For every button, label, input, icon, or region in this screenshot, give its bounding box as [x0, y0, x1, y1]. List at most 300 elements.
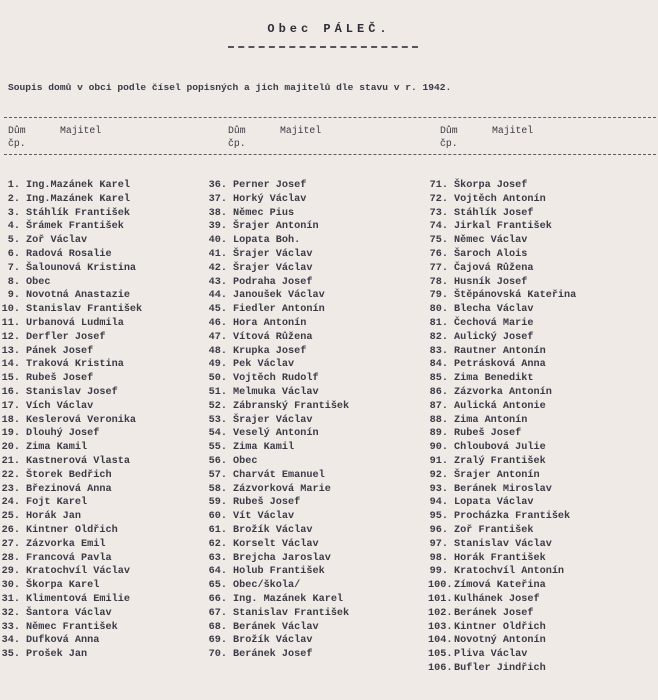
list-item	[428, 220, 576, 234]
owner-name: Novotný Antonín	[454, 635, 546, 647]
list-item	[207, 579, 349, 593]
house-number: 103.	[428, 621, 453, 633]
owner-name: Horák Jan	[26, 511, 82, 523]
house-number: 31.	[1, 593, 20, 605]
list-item	[0, 510, 142, 524]
list-item	[0, 441, 142, 455]
house-number: 88.	[429, 414, 448, 426]
list-item	[428, 648, 576, 662]
owner-name: Kastnerová Vlasta	[26, 455, 130, 467]
house-number: 101.	[428, 593, 453, 605]
house-number: 64.	[208, 566, 227, 578]
house-number: 19.	[1, 428, 20, 440]
list-item	[428, 469, 576, 483]
house-number: 45.	[208, 304, 227, 316]
house-number: 11.	[1, 317, 20, 329]
list-item	[207, 483, 349, 497]
house-number: 99.	[429, 566, 448, 578]
owner-name: Šaroch Alois	[454, 248, 528, 260]
list-item	[207, 414, 349, 428]
list-item	[207, 193, 349, 207]
owner-name: Jirkal František	[454, 221, 552, 233]
list-item	[0, 220, 142, 234]
owner-name: Horký Václav	[233, 193, 307, 205]
house-number: 60.	[208, 511, 227, 523]
owner-name: Holub František	[233, 566, 325, 578]
house-number: 86.	[429, 386, 448, 398]
owner-name: Podraha Josef	[233, 276, 313, 288]
house-number: 27.	[1, 538, 20, 550]
house-number: 54.	[208, 428, 227, 440]
list-item	[428, 441, 576, 455]
owner-name: Dlouhý Josef	[26, 428, 100, 440]
list-item	[207, 496, 349, 510]
owner-name: Stanislav Václav	[454, 538, 552, 550]
list-item	[207, 262, 349, 276]
house-number: 47.	[208, 331, 227, 343]
house-number: 3.	[7, 207, 20, 219]
house-number: 51.	[208, 386, 227, 398]
owner-name: Rubeš Josef	[26, 373, 94, 385]
document-subtitle: Soupis domů v obci podle čísel popisných a jich majitelů dle stavu v r. 1942.	[8, 82, 452, 93]
house-number: 22.	[1, 469, 20, 481]
owner-name: Zima Benedikt	[454, 373, 534, 385]
owner-name: Šrajer Václav	[233, 248, 313, 260]
owner-name: Kintner Oldřich	[26, 524, 118, 536]
list-item	[0, 524, 142, 538]
owner-name: Fiedler Antonín	[233, 304, 325, 316]
owner-name: Dufková Anna	[26, 635, 100, 647]
owner-name: Pánek Josef	[26, 345, 94, 357]
owner-name: Korselt Václav	[233, 538, 319, 550]
house-number: 21.	[1, 455, 20, 467]
house-number: 1.	[7, 180, 20, 191]
owner-name: Beránek Miroslav	[454, 483, 552, 495]
list-item	[428, 496, 576, 510]
owner-name: Brejcha Jaroslav	[233, 552, 331, 564]
house-number: 43.	[208, 276, 227, 288]
list-item	[207, 372, 349, 386]
owner-name: Brožík Václav	[233, 524, 313, 536]
list-item	[428, 414, 576, 428]
house-number: 74.	[429, 221, 448, 233]
owner-name: Vítová Růžena	[233, 331, 313, 343]
list-item	[428, 289, 576, 303]
house-number: 48.	[208, 345, 227, 357]
house-number: 75.	[429, 235, 448, 247]
house-number-subheader: čp.	[440, 138, 458, 149]
list-column-1	[0, 179, 142, 662]
house-number: 79.	[429, 290, 448, 302]
owner-name: Zima Kamil	[233, 442, 295, 454]
list-item	[428, 345, 576, 359]
owner-name: Kratochvíl Václav	[26, 566, 130, 578]
owner-name: Janoušek Václav	[233, 290, 325, 302]
list-item	[207, 317, 349, 331]
house-number: 70.	[208, 649, 227, 661]
list-item	[428, 303, 576, 317]
house-number: 4.	[7, 221, 20, 233]
house-number: 52.	[208, 400, 227, 412]
house-number: 104.	[428, 635, 453, 647]
house-number: 94.	[429, 497, 448, 509]
list-item	[428, 276, 576, 290]
house-number: 66.	[208, 593, 227, 605]
list-item	[428, 538, 576, 552]
owner-name: Šrajer Václav	[233, 262, 313, 274]
list-item	[207, 648, 349, 662]
house-number: 14.	[1, 359, 20, 371]
owner-name: Beránek Josef	[454, 607, 534, 619]
list-item	[207, 358, 349, 372]
list-item	[207, 427, 349, 441]
house-number: 73.	[429, 207, 448, 219]
header-top-rule	[4, 117, 656, 118]
owner-name: Petrásková Anna	[454, 359, 546, 371]
list-item	[0, 358, 142, 372]
list-item	[207, 621, 349, 635]
house-number: 62.	[208, 538, 227, 550]
house-number: 42.	[208, 262, 227, 274]
owner-name: Urbanová Ludmila	[26, 317, 124, 329]
list-item	[0, 427, 142, 441]
house-number: 57.	[208, 469, 227, 481]
house-number: 82.	[429, 331, 448, 343]
owner-name: Zázvorka Emil	[26, 538, 106, 550]
owner-name: Rautner Antonín	[454, 345, 546, 357]
house-number: 25.	[1, 511, 20, 523]
owner-name: Šrajer Antonín	[454, 469, 540, 481]
house-number: 69.	[208, 635, 227, 647]
owner-name: Veselý Antonín	[233, 428, 319, 440]
house-number: 84.	[429, 359, 448, 371]
owner-name: Rubeš Josef	[454, 428, 522, 440]
owner-name: Vít Václav	[233, 511, 295, 523]
list-item	[207, 289, 349, 303]
owner-name: Klimentová Emilie	[26, 593, 130, 605]
house-number: 81.	[429, 317, 448, 329]
list-item	[207, 634, 349, 648]
owner-name: Pliva Václav	[454, 649, 528, 661]
house-number: 2.	[7, 193, 20, 205]
list-item	[428, 510, 576, 524]
owner-name: Zímová Kateřina	[454, 580, 546, 592]
owner-name: Šalounová Kristina	[26, 262, 137, 274]
house-number: 58.	[208, 483, 227, 495]
house-number: 35.	[1, 649, 20, 661]
house-number: 33.	[1, 621, 20, 633]
list-item	[0, 565, 142, 579]
house-number: 68.	[208, 621, 227, 633]
list-item	[207, 179, 349, 193]
list-item	[428, 372, 576, 386]
list-item	[207, 469, 349, 483]
list-item	[0, 621, 142, 635]
house-number: 37.	[208, 193, 227, 205]
column-header-1	[8, 124, 101, 150]
list-item	[428, 207, 576, 221]
house-number: 67.	[208, 607, 227, 619]
owner-name: Obec/škola/	[233, 580, 301, 592]
house-number: 18.	[1, 414, 20, 426]
house-number: 20.	[1, 442, 20, 454]
owner-name: Krupka Josef	[233, 345, 307, 357]
owner-name: Zima Kamil	[26, 442, 88, 454]
owner-name: Melmuka Václav	[233, 386, 319, 398]
list-item	[0, 414, 142, 428]
list-item	[207, 345, 349, 359]
house-number: 30.	[1, 580, 20, 592]
list-item	[428, 234, 576, 248]
owner-name: Březinová Anna	[26, 483, 112, 495]
house-number: 28.	[1, 552, 20, 564]
owner-name: Fojt Karel	[26, 497, 88, 509]
list-item	[207, 386, 349, 400]
list-item	[428, 179, 576, 193]
list-item	[0, 496, 142, 510]
list-item	[207, 538, 349, 552]
owner-name: Beránek Josef	[233, 649, 313, 661]
house-number: 8.	[7, 276, 20, 288]
house-number: 65.	[208, 580, 227, 592]
list-item	[0, 386, 142, 400]
owner-name: Husník Josef	[454, 276, 528, 288]
list-item	[207, 220, 349, 234]
list-item	[0, 193, 142, 207]
house-number: 29.	[1, 566, 20, 578]
house-number: 12.	[1, 331, 20, 343]
house-number: 10.	[1, 304, 20, 316]
owner-name: Beránek Václav	[233, 621, 319, 633]
owner-name: Charvát Emanuel	[233, 469, 325, 481]
owner-name: Šrámek František	[26, 221, 124, 233]
owner-name: Štorek Bedřich	[26, 469, 112, 481]
list-item	[428, 317, 576, 331]
house-number: 53.	[208, 414, 227, 426]
list-item	[207, 276, 349, 290]
owner-name: Lopata Boh.	[233, 235, 301, 247]
list-item	[207, 593, 349, 607]
owner-name: Stanislav František	[233, 607, 350, 619]
house-number: 55.	[208, 442, 227, 454]
owner-name: Zoř Václav	[26, 235, 88, 247]
owner-name: Kulhánek Josef	[454, 593, 540, 605]
house-number-subheader: čp.	[8, 138, 26, 149]
list-item	[428, 565, 576, 579]
house-number: 91.	[429, 455, 448, 467]
list-item	[0, 234, 142, 248]
list-item	[207, 552, 349, 566]
list-item	[207, 331, 349, 345]
list-item	[207, 565, 349, 579]
owner-name: Stanislav Josef	[26, 386, 118, 398]
list-item	[428, 552, 576, 566]
owner-name: Ing.Mazánek Karel	[26, 180, 130, 191]
list-item	[428, 331, 576, 345]
list-item	[428, 455, 576, 469]
house-number: 97.	[429, 538, 448, 550]
list-item	[207, 524, 349, 538]
house-number: 38.	[208, 207, 227, 219]
house-number: 32.	[1, 607, 20, 619]
list-item	[0, 483, 142, 497]
list-item	[0, 303, 142, 317]
list-item	[207, 248, 349, 262]
list-item	[428, 358, 576, 372]
list-item	[0, 648, 142, 662]
house-number: 50.	[208, 373, 227, 385]
owner-name: Traková Kristina	[26, 359, 124, 371]
owner-name: Derfler Josef	[26, 331, 106, 343]
owner-name: Procházka František	[454, 511, 571, 523]
list-column-3	[428, 179, 576, 676]
owner-name: Štěpánovská Kateřina	[454, 290, 577, 302]
owner-name: Zábranský František	[233, 400, 350, 412]
owner-name: Bufler Jindřich	[454, 662, 546, 674]
list-item	[0, 317, 142, 331]
list-item	[0, 262, 142, 276]
list-item	[0, 469, 142, 483]
list-column-2	[207, 179, 349, 662]
list-item	[428, 483, 576, 497]
house-number: 23.	[1, 483, 20, 495]
owner-name: Pek Václav	[233, 359, 295, 371]
list-item	[0, 331, 142, 345]
owner-name: Keslerová Veronika	[26, 414, 137, 426]
owner-name: Blecha Václav	[454, 304, 534, 316]
list-item	[0, 538, 142, 552]
house-number: 36.	[208, 180, 227, 191]
list-item	[428, 248, 576, 262]
owner-name: Ing. Mazánek Karel	[233, 593, 344, 605]
house-number: 85.	[429, 373, 448, 385]
list-item	[0, 207, 142, 221]
house-number: 106.	[428, 662, 453, 674]
house-number: 17.	[1, 400, 20, 412]
house-number: 59.	[208, 497, 227, 509]
house-number: 44.	[208, 290, 227, 302]
list-item	[0, 276, 142, 290]
owner-name: Aulická Antonie	[454, 400, 546, 412]
house-number: 16.	[1, 386, 20, 398]
owner-name: Kintner Oldřich	[454, 621, 546, 633]
owner-name: Němec Pius	[233, 207, 295, 219]
column-header-3	[440, 124, 533, 150]
house-number: 61.	[208, 524, 227, 536]
house-number: 96.	[429, 524, 448, 536]
house-number: 78.	[429, 276, 448, 288]
owner-name: Zázvorka Antonín	[454, 386, 552, 398]
list-item	[207, 303, 349, 317]
owner-name: Zralý František	[454, 455, 546, 467]
owner-name: Chloubová Julie	[454, 442, 546, 454]
list-item	[0, 579, 142, 593]
owner-name: Čajová Růžena	[454, 262, 534, 274]
owner-name: Radová Rosalie	[26, 248, 112, 260]
house-number: 5.	[7, 235, 20, 247]
house-number: 9.	[7, 290, 20, 302]
owner-name: Šrajer Václav	[233, 414, 313, 426]
owner-header: Majitel	[60, 125, 102, 136]
list-item	[207, 510, 349, 524]
owner-name: Škorpa Karel	[26, 580, 100, 592]
owner-name: Němec František	[26, 621, 118, 633]
house-number: 102.	[428, 607, 453, 619]
list-item	[0, 607, 142, 621]
house-number: 89.	[429, 428, 448, 440]
house-number-header: Dům	[440, 125, 458, 136]
house-number: 34.	[1, 635, 20, 647]
list-item	[207, 455, 349, 469]
owner-name: Kratochvíl Antonín	[454, 566, 565, 578]
owner-name: Vích Václav	[26, 400, 94, 412]
owner-name: Němec Václav	[454, 235, 528, 247]
owner-name: Horák František	[454, 552, 546, 564]
owner-name: Obec	[233, 455, 258, 467]
list-item	[428, 524, 576, 538]
house-number: 7.	[7, 262, 20, 274]
owner-name: Stáhlík František	[26, 207, 130, 219]
house-number: 93.	[429, 483, 448, 495]
list-item	[0, 289, 142, 303]
owner-name: Vojtěch Antonín	[454, 193, 546, 205]
owner-name: Francová Pavla	[26, 552, 112, 564]
list-item	[207, 234, 349, 248]
house-number: 105.	[428, 649, 453, 661]
owner-name: Lopata Václav	[454, 497, 534, 509]
list-item	[428, 193, 576, 207]
house-number: 6.	[7, 248, 20, 260]
title-underline	[228, 46, 418, 48]
list-item	[428, 579, 576, 593]
owner-name: Brožík Václav	[233, 635, 313, 647]
house-number: 100.	[428, 580, 453, 592]
list-item	[207, 400, 349, 414]
list-item	[0, 345, 142, 359]
owner-name: Novotná Anastazie	[26, 290, 130, 302]
owner-name: Šantora Václav	[26, 607, 112, 619]
house-number-header: Dům	[228, 125, 246, 136]
owner-name: Zima Antonín	[454, 414, 528, 426]
owner-name: Obec	[26, 276, 51, 288]
house-number-header: Dům	[8, 125, 26, 136]
list-item	[428, 621, 576, 635]
header-bottom-rule	[4, 154, 656, 155]
list-item	[428, 593, 576, 607]
list-item	[207, 607, 349, 621]
list-item	[428, 634, 576, 648]
house-number: 71.	[429, 180, 448, 191]
list-item	[0, 248, 142, 262]
list-item	[428, 662, 576, 676]
owner-name: Rubeš Josef	[233, 497, 301, 509]
owner-header: Majitel	[492, 125, 534, 136]
list-item	[428, 607, 576, 621]
house-number: 90.	[429, 442, 448, 454]
list-item	[428, 386, 576, 400]
owner-name: Zázvorková Marie	[233, 483, 331, 495]
owner-name: Stanislav František	[26, 304, 143, 316]
house-number: 87.	[429, 400, 448, 412]
list-item	[0, 455, 142, 469]
house-number: 49.	[208, 359, 227, 371]
house-number: 63.	[208, 552, 227, 564]
house-number: 24.	[1, 497, 20, 509]
house-number: 80.	[429, 304, 448, 316]
house-number: 95.	[429, 511, 448, 523]
column-header-2	[228, 124, 321, 150]
list-item	[428, 427, 576, 441]
